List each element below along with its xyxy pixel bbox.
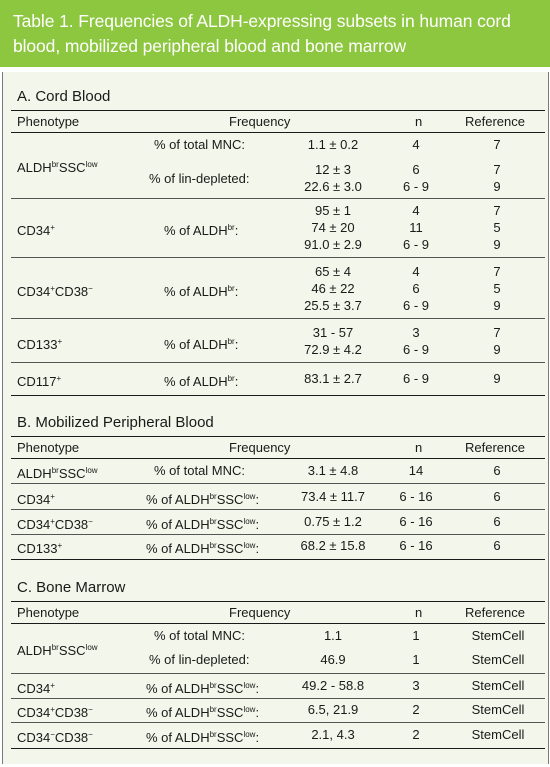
frequency-value: 6.5, 21.9 [307, 702, 359, 717]
reference-value: StemCell [471, 702, 525, 717]
measure-label: % of total MNC: [154, 463, 246, 478]
measure-label: % of $ALDH^{br}SSC^{low}$: [146, 517, 260, 532]
col-header-reference: Reference [465, 114, 525, 129]
reference-value: StemCell [471, 628, 525, 643]
rule [11, 748, 545, 749]
col-header-n: n [415, 440, 423, 455]
frequency-value: 95 ± 1 [314, 203, 352, 218]
frequency-value: 74 ± 20 [311, 220, 355, 235]
reference-value: 6 [493, 489, 501, 504]
col-header-reference: Reference [465, 440, 525, 455]
frequency-value: 46 ± 22 [311, 281, 355, 296]
n-value: 4 [412, 137, 420, 152]
rule [11, 318, 545, 319]
phenotype-cd34: CD34+ [17, 681, 55, 696]
phenotype-cd34-cd38: CD34+CD38− [17, 517, 93, 532]
rule [11, 509, 545, 510]
frequency-value: 0.75 ± 1.2 [304, 514, 362, 529]
n-value: 6 - 9 [402, 179, 429, 194]
phenotype-cd34: CD34+ [17, 223, 55, 238]
n-value: 2 [412, 702, 420, 717]
reference-value: 6 [493, 463, 501, 478]
rule [11, 257, 545, 258]
reference-value: 9 [493, 371, 501, 386]
section-title-mobilized: B. Mobilized Peripheral Blood [17, 414, 214, 431]
n-value: 4 [412, 203, 420, 218]
measure-label: % of $ALDH^{br}SSC^{low}$: [146, 492, 260, 507]
phenotype-aldh-ssc: $ALDH^{br}SSC^{low}$ [17, 466, 98, 481]
n-value: 1 [412, 652, 420, 667]
frequency-value: 68.2 ± 15.8 [300, 538, 366, 553]
section-title-cord-blood: A. Cord Blood [17, 88, 111, 105]
col-header-phenotype: Phenotype [17, 114, 80, 129]
measure-label: % of $ALDH^{br}SSC^{low}$: [146, 541, 260, 556]
col-header-frequency: Frequency [229, 114, 291, 129]
n-value: 6 [412, 281, 420, 296]
reference-value: StemCell [471, 678, 525, 693]
n-value: 6 - 9 [402, 237, 429, 252]
rule [11, 534, 545, 535]
n-value: 6 - 9 [402, 298, 429, 313]
reference-value: 7 [493, 264, 501, 279]
n-value: 6 - 16 [399, 538, 433, 553]
n-value: 1 [412, 628, 420, 643]
col-header-frequency: Frequency [229, 440, 291, 455]
reference-value: 6 [493, 538, 501, 553]
phenotype-cd34: CD34+ [17, 492, 55, 507]
frequency-table [2, 72, 549, 764]
col-header-n: n [415, 114, 423, 129]
measure-label: % of $ALDH^{br}$: [164, 337, 239, 352]
rule [11, 722, 545, 723]
col-header-phenotype: Phenotype [17, 605, 80, 620]
title-banner [0, 0, 550, 67]
phenotype-cd133: CD133+ [17, 541, 63, 556]
reference-value: 6 [493, 514, 501, 529]
reference-value: StemCell [471, 652, 525, 667]
reference-value: 9 [493, 237, 501, 252]
measure-label: % of $ALDH^{br}$: [164, 284, 239, 299]
phenotype-cd133: CD133+ [17, 337, 63, 352]
phenotype-cd34-cd38: CD34+CD38− [17, 284, 93, 299]
frequency-value: 91.0 ± 2.9 [304, 237, 362, 252]
reference-value: 9 [493, 298, 501, 313]
phenotype-aldh-ssc: $ALDH^{br}SSC^{low}$ [17, 160, 98, 175]
rule [11, 362, 545, 363]
frequency-value: 3.1 ± 4.8 [307, 463, 359, 478]
frequency-value: 83.1 ± 2.7 [304, 371, 362, 386]
measure-label: % of lin-depleted: [149, 171, 250, 186]
measure-label: % of total MNC: [154, 137, 246, 152]
reference-value: 9 [493, 342, 501, 357]
reference-value: 7 [493, 325, 501, 340]
reference-value: 7 [493, 203, 501, 218]
measure-label: % of total MNC: [154, 628, 246, 643]
section-title-bone-marrow: C. Bone Marrow [17, 579, 126, 596]
phenotype-aldh-ssc: $ALDH^{br}SSC^{low}$ [17, 643, 98, 658]
n-value: 4 [412, 264, 420, 279]
n-value: 11 [409, 220, 423, 235]
rule [11, 601, 545, 602]
reference-value: 5 [493, 220, 501, 235]
phenotype-cd34-cd38: CD34+CD38− [17, 705, 93, 720]
frequency-value: 1.1 ± 0.2 [307, 137, 359, 152]
col-header-phenotype: Phenotype [17, 440, 80, 455]
rule [11, 698, 545, 699]
n-value: 6 - 9 [402, 342, 429, 357]
frequency-value: 65 ± 4 [314, 264, 352, 279]
frequency-value: 2.1, 4.3 [311, 727, 355, 742]
n-value: 3 [412, 325, 420, 340]
frequency-value: 46.9 [320, 652, 346, 667]
reference-value: 7 [493, 137, 501, 152]
measure-label: % of $ALDH^{br}SSC^{low}$: [146, 681, 260, 696]
rule [11, 559, 545, 560]
reference-value: 7 [493, 162, 501, 177]
rule [11, 395, 545, 396]
n-value: 6 - 16 [399, 489, 433, 504]
n-value: 2 [412, 727, 420, 742]
measure-label: % of $ALDH^{br}SSC^{low}$: [146, 705, 260, 720]
frequency-value: 72.9 ± 4.2 [304, 342, 362, 357]
col-header-n: n [415, 605, 423, 620]
frequency-value: 49.2 - 58.8 [301, 678, 365, 693]
rule [11, 198, 545, 199]
n-value: 6 - 9 [402, 371, 429, 386]
n-value: 14 [408, 463, 424, 478]
rule [11, 458, 545, 459]
rule [11, 483, 545, 484]
frequency-value: 73.4 ± 11.7 [301, 489, 365, 504]
rule [11, 110, 545, 111]
phenotype-cd34neg-cd38: CD34−CD38− [17, 730, 93, 745]
rule [11, 673, 545, 674]
table-title: Table 1. Frequencies of ALDH-expressing subsets in human cord blood, mobilized peripheral blood and bone marrow [13, 11, 511, 56]
frequency-value: 1.1 [323, 628, 343, 643]
n-value: 3 [412, 678, 420, 693]
measure-label: % of $ALDH^{br}SSC^{low}$: [146, 730, 260, 745]
frequency-value: 12 ± 3 [314, 162, 352, 177]
frequency-value: 25.5 ± 3.7 [304, 298, 362, 313]
reference-value: 9 [493, 179, 501, 194]
measure-label: % of lin-depleted: [149, 652, 250, 667]
phenotype-cd117: CD117+ [17, 374, 62, 389]
n-value: 6 [412, 162, 420, 177]
measure-label: % of $ALDH^{br}$: [164, 374, 239, 389]
rule [11, 436, 545, 437]
reference-value: StemCell [471, 727, 525, 742]
n-value: 6 - 16 [399, 514, 433, 529]
frequency-value: 31 - 57 [312, 325, 354, 340]
measure-label: % of $ALDH^{br}$: [164, 223, 239, 238]
col-header-frequency: Frequency [229, 605, 291, 620]
col-header-reference: Reference [465, 605, 525, 620]
rule [11, 132, 545, 133]
rule [11, 623, 545, 624]
frequency-value: 22.6 ± 3.0 [304, 179, 362, 194]
reference-value: 5 [493, 281, 501, 296]
